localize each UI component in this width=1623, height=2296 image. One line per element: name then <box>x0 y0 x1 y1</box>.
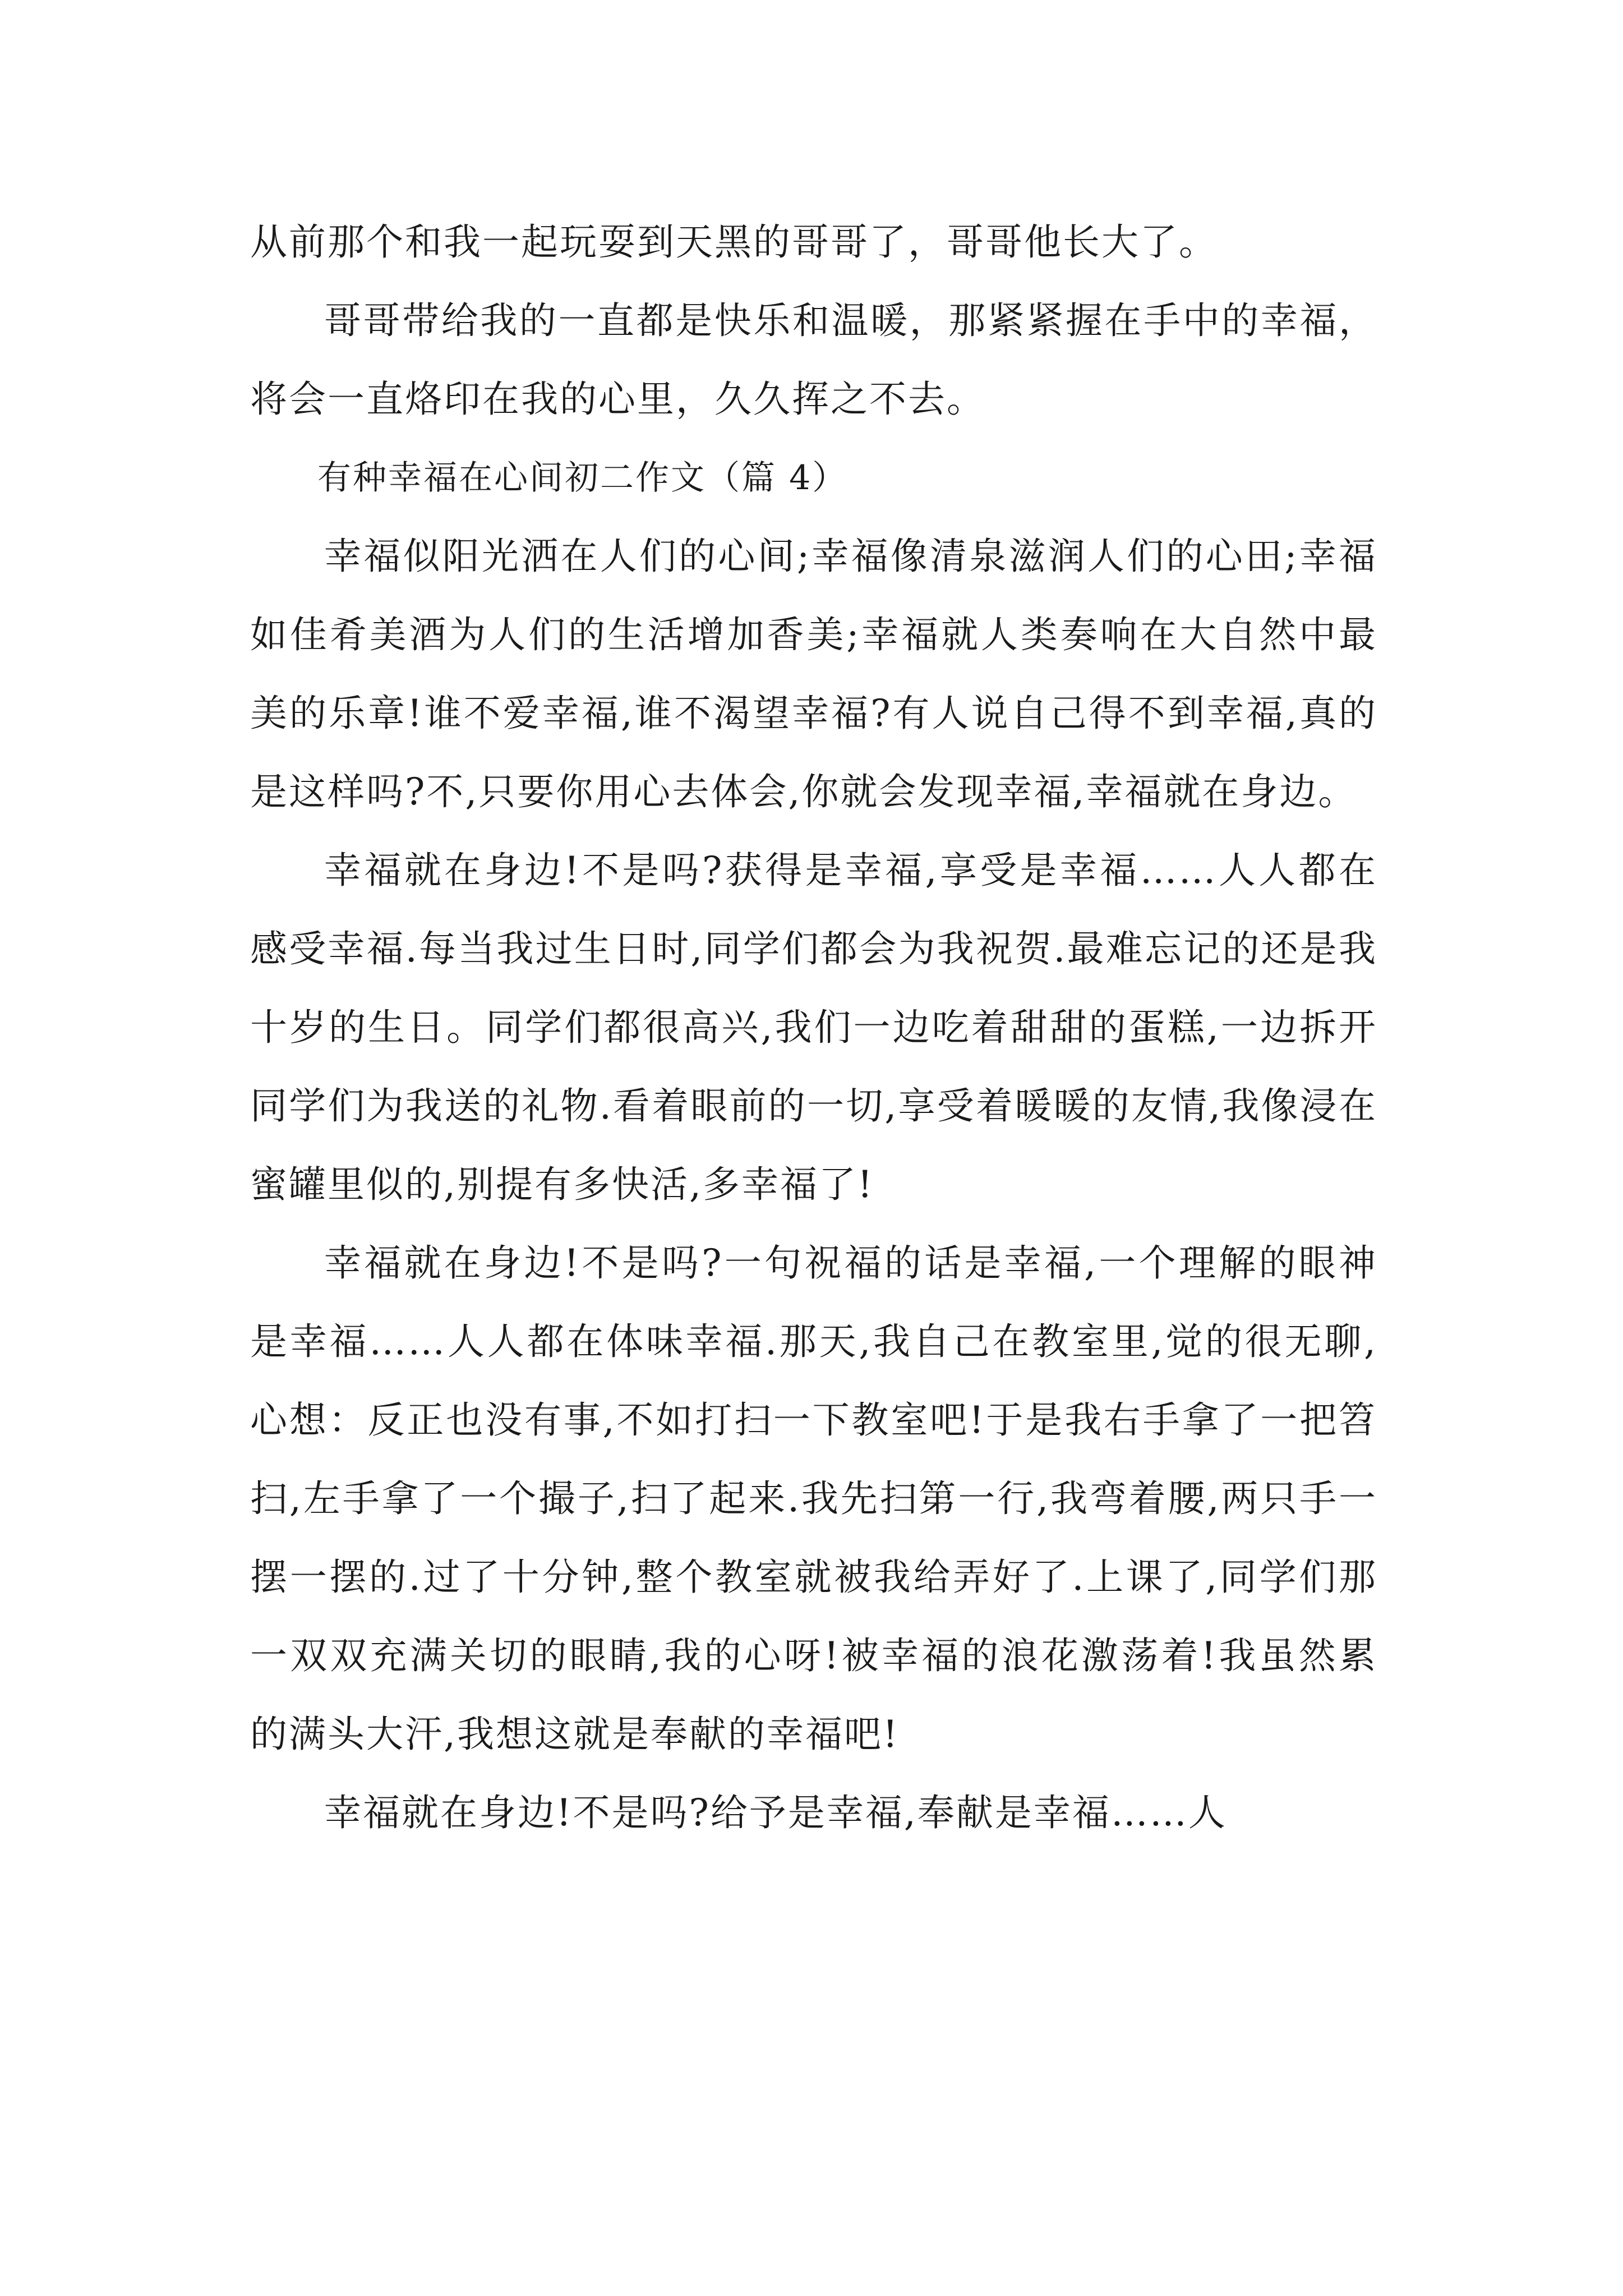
document-body <box>250 203 1377 1852</box>
paragraph-continuation: 从前那个和我一起玩耍到天黑的哥哥了，哥哥他长大了。 <box>250 220 1218 264</box>
paragraph: 幸福就在身边!不是吗?获得是幸福,享受是幸福……人人都在感受幸福.每当我过生日时,同学们都会为我祝贺.最难忘记的还是我十岁的生日。同学们都很高兴,我们一边吃着甜甜的蛋糕,一边拆开同学们为我送的礼物.看着眼前的一切,享受着暖暖的友情,我像浸在蜜罐里似的,别提有多快活,多幸福了! <box>250 849 1377 1206</box>
paragraph: 幸福就在身边!不是吗?给予是幸福,奉献是幸福……人 <box>324 1791 1227 1834</box>
paragraph: 哥哥带给我的一直都是快乐和温暖，那紧紧握在手中的幸福，将会一直烙印在我的心里，久久挥之不去。 <box>250 299 1377 421</box>
section-heading: 有种幸福在心间初二作文（篇 4） <box>317 458 848 498</box>
paragraph: 幸福似阳光洒在人们的心间;幸福像清泉滋润人们的心田;幸福如佳肴美酒为人们的生活增加香美;幸福就人类奏响在大自然中最美的乐章!谁不爱幸福,谁不渴望幸福?有人说自己得不到幸福,真的是这样吗?不,只要你用心去体会,你就会发现幸福,幸福就在身边。 <box>250 535 1377 813</box>
paragraph: 幸福就在身边!不是吗?一句祝福的话是幸福,一个理解的眼神是幸福……人人都在体味幸福.那天,我自己在教室里,觉的很无聊,心想：反正也没有事,不如打扫一下教室吧!于是我右手拿了一把笤扫,左手拿了一个撮子,扫了起来.我先扫第一行,我弯着腰,两只手一摆一摆的.过了十分钟,整个教室就被我给弄好了.上课了,同学们那一双双充满关切的眼睛,我的心呀!被幸福的浪花激荡着!我虽然累的满头大汗,我想这就是奉献的幸福吧! <box>250 1241 1377 1756</box>
